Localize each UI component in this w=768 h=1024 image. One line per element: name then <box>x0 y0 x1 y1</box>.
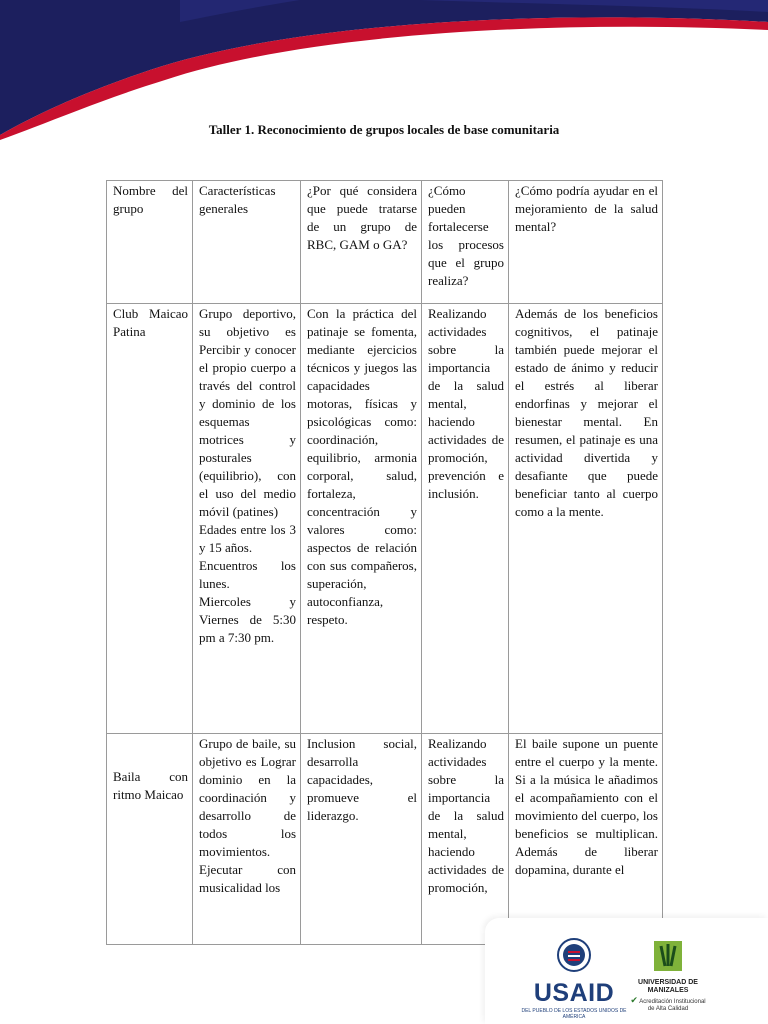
table-cell: Realizando actividades sobre la importancia de la salud mental, haciendo actividades de promoción, prevención e inclusión. <box>422 304 509 734</box>
usaid-tagline: DEL PUEBLO DE LOS ESTADOS UNIDOS DE AMÉRICA <box>521 1008 627 1020</box>
table-header-cell: ¿Cómo podría ayudar en el mejoramiento de la salud mental? <box>509 181 663 304</box>
community-groups-table <box>106 180 663 945</box>
header-banner-graphic <box>0 0 768 140</box>
university-name: UNIVERSIDAD DE MANIZALES <box>638 979 698 994</box>
accreditation-label: ✔ Acreditación Institucional de Alta Calidad <box>630 995 706 1012</box>
table-cell: El baile supone un puente entre el cuerpo y la mente. Si a la música le añadimos el acompañamiento con el movimiento del cuerpo, los beneficios se multiplican. Además de liberar dopamina, durante el <box>509 734 663 945</box>
table-header-cell: ¿Cómo pueden fortalecerse los procesos que el grupo realiza? <box>422 181 509 304</box>
table-header-row <box>107 181 663 304</box>
table-cell: Realizando actividades sobre la importancia de la salud mental, haciendo actividades de promoción, <box>422 734 509 945</box>
table-cell: Además de los beneficios cognitivos, el patinaje también puede mejorar el estado de ánimo y reducir el estrés al liberar endorfinas y mejorar el bienestar mental. En resumen, el patinaje es una actividad divertida y desafiante que puede beneficiar tanto al cuerpo como a la mente. <box>509 304 663 734</box>
table-header-cell: ¿Por qué considera que puede tratarse de un grupo de RBC, GAM o GA? <box>301 181 422 304</box>
university-logo <box>628 940 708 1013</box>
table-header-cell: Características generales <box>193 181 301 304</box>
table-cell: Baila con ritmo Maicao <box>107 734 193 945</box>
table-row <box>107 734 663 945</box>
table-header-cell: Nombre del grupo <box>107 181 193 304</box>
table-row <box>107 304 663 734</box>
usaid-wordmark: USAID <box>533 979 615 1007</box>
table-cell: Grupo de baile, su objetivo es Lograr dominio en la coordinación y desarrollo de todos los movimientos. Ejecutar con musicalidad los <box>193 734 301 945</box>
accreditation-check-icon: ✔ <box>630 995 638 1005</box>
table-cell: Inclusion social, desarrolla capacidades, promueve el liderazgo. <box>301 734 422 945</box>
table-cell: Grupo deportivo, su objetivo es Percibir y conocer el propio cuerpo a través del control y dominio de los esquemas motrices y posturales (equilibrio), con el uso del medio móvil (patines) Edades entre los 3 y 15 años. Encuentros los lunes. Miercoles y Viernes de 5:30 pm a 7:30 pm. <box>193 304 301 734</box>
usaid-seal-icon <box>557 938 591 972</box>
document-title: Taller 1. Reconocimiento de grupos locales de base comunitaria <box>208 122 560 137</box>
university-emblem-icon <box>653 940 683 972</box>
usaid-logo <box>519 938 629 1020</box>
table-cell: Club Maicao Patina <box>107 304 193 734</box>
table-cell: Con la práctica del patinaje se fomenta, mediante ejercicios técnicos y juegos las capacidades motoras, físicas y psicológicas como: coordinación, equilibrio, armonia corporal, salud, fortaleza, concentración y valores como: aspectos de relación con sus compañeros, superación, autoconfianza, respeto. <box>301 304 422 734</box>
